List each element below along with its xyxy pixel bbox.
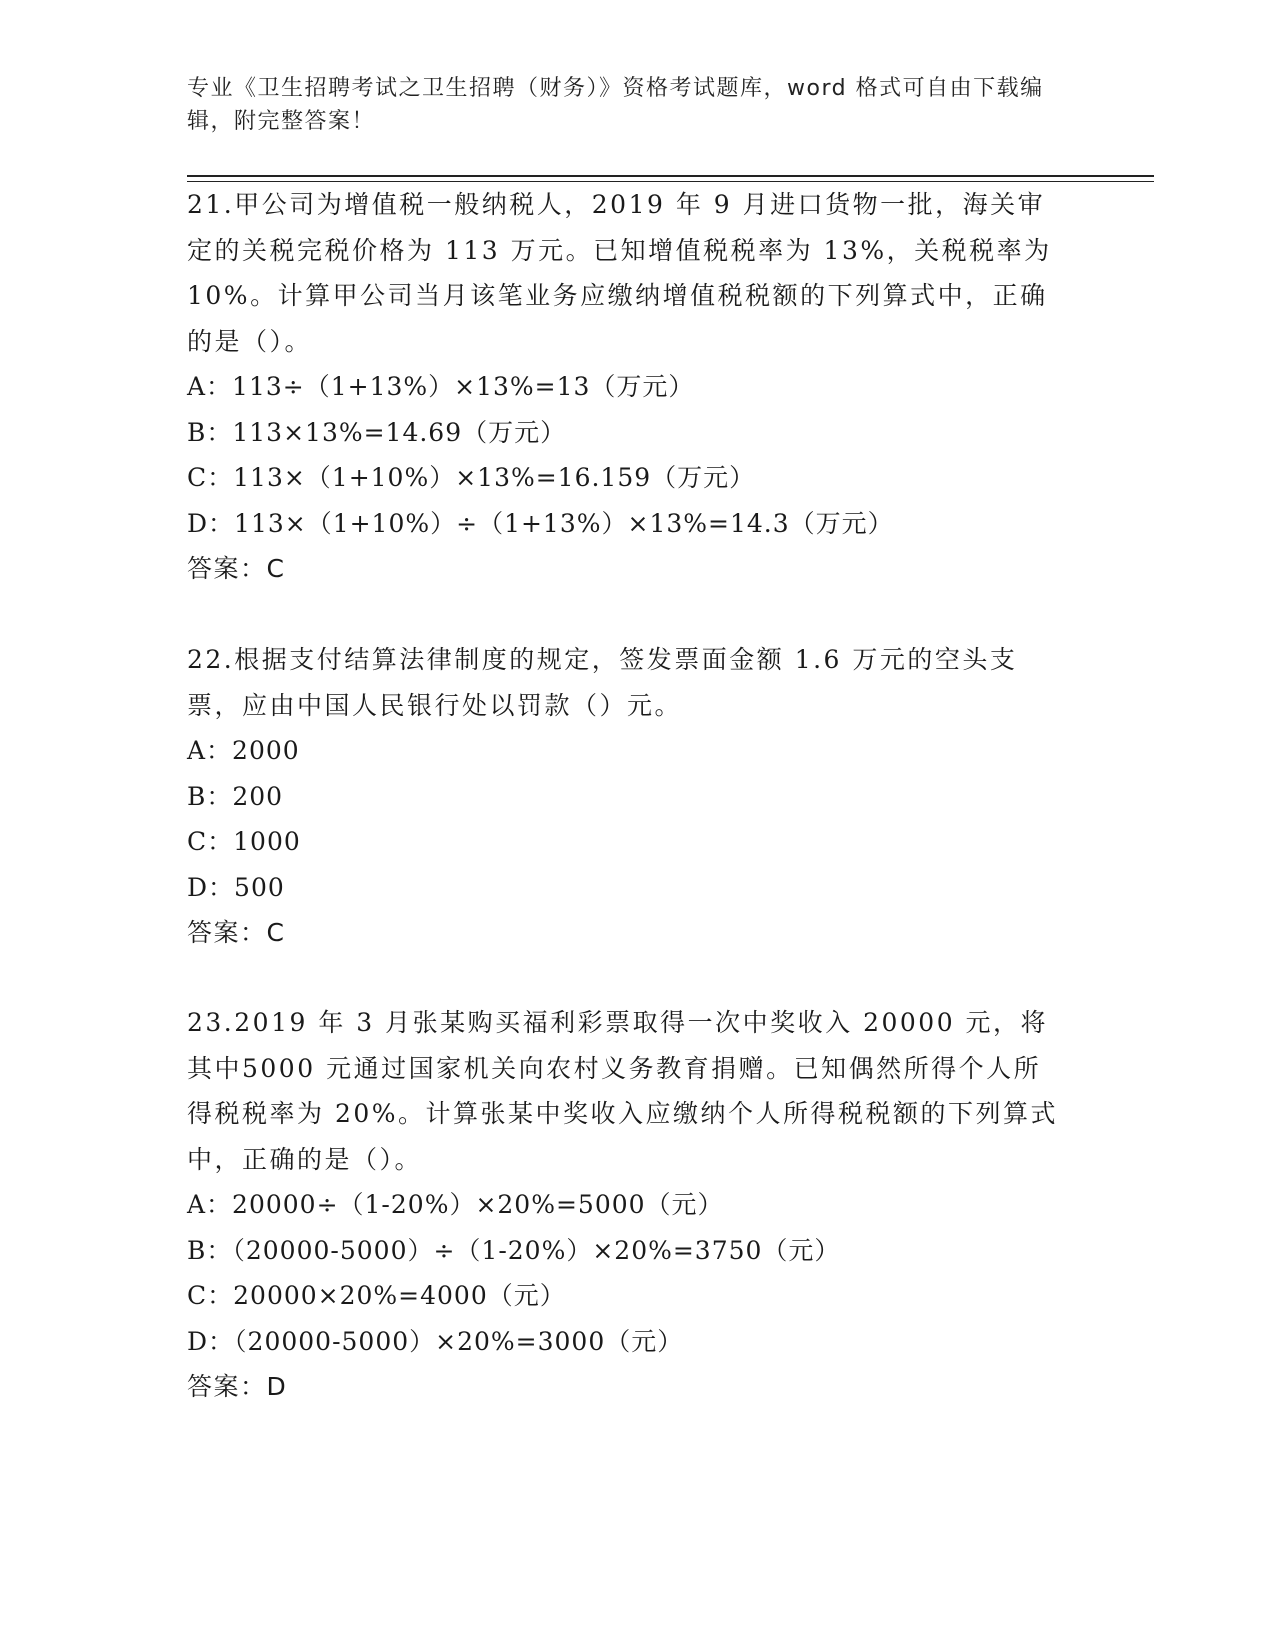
option-a: A：2000 bbox=[187, 736, 300, 765]
option-a: A：20000÷（1-20%）×20%=5000（元） bbox=[187, 1190, 724, 1219]
question-stem: 23.2019 年 3 月张某购买福利彩票取得一次中奖收入 20000 元，将其中5000 元通过国家机关向农村义务教育捐赠。已知偶然所得个人所得税税率为 20%。计算张某中奖收入应缴纳个人所得税税额的下列算式中，正确的是（）。 bbox=[187, 1008, 1059, 1174]
question-21 bbox=[187, 182, 1067, 592]
option-d: D：113×（1+10%）÷（1+13%）×13%=14.3（万元） bbox=[187, 508, 894, 538]
option-b: B：113×13%=14.69（万元） bbox=[187, 417, 567, 447]
question-stem: 21.甲公司为增值税一般纳税人，2019 年 9 月进口货物一批，海关审定的关税完税价格为 113 万元。已知增值税税率为 13%，关税税率为 10%。计算甲公司当月该笔业务应缴纳增值税税额的下列算式中，正确的是（）。 bbox=[187, 190, 1052, 356]
question-22 bbox=[187, 637, 1067, 956]
answer-label: 答案：C bbox=[187, 918, 286, 947]
option-b: B：（20000-5000）÷（1-20%）×20%=3750（元） bbox=[187, 1235, 841, 1265]
document-header: 专业《卫生招聘考试之卫生招聘（财务）》资格考试题库，word 格式可自由下载编辑，附完整答案！ bbox=[187, 76, 1044, 134]
answer-label: 答案：C bbox=[187, 554, 286, 583]
option-c: C：20000×20%=4000（元） bbox=[187, 1281, 566, 1310]
header-divider-thick bbox=[187, 175, 1154, 177]
answer-label: 答案：D bbox=[187, 1372, 288, 1401]
option-c: C：1000 bbox=[187, 827, 301, 856]
question-stem: 22.根据支付结算法律制度的规定，签发票面金额 1.6 万元的空头支票，应由中国人民银行处以罚款（）元。 bbox=[187, 645, 1018, 720]
option-d: D：500 bbox=[187, 872, 285, 902]
option-d: D：（20000-5000）×20%=3000（元） bbox=[187, 1326, 684, 1356]
option-c: C：113×（1+10%）×13%=16.159（万元） bbox=[187, 463, 756, 492]
question-23 bbox=[187, 1000, 1067, 1410]
option-b: B：200 bbox=[187, 781, 284, 811]
option-a: A：113÷（1+13%）×13%=13（万元） bbox=[187, 372, 695, 401]
